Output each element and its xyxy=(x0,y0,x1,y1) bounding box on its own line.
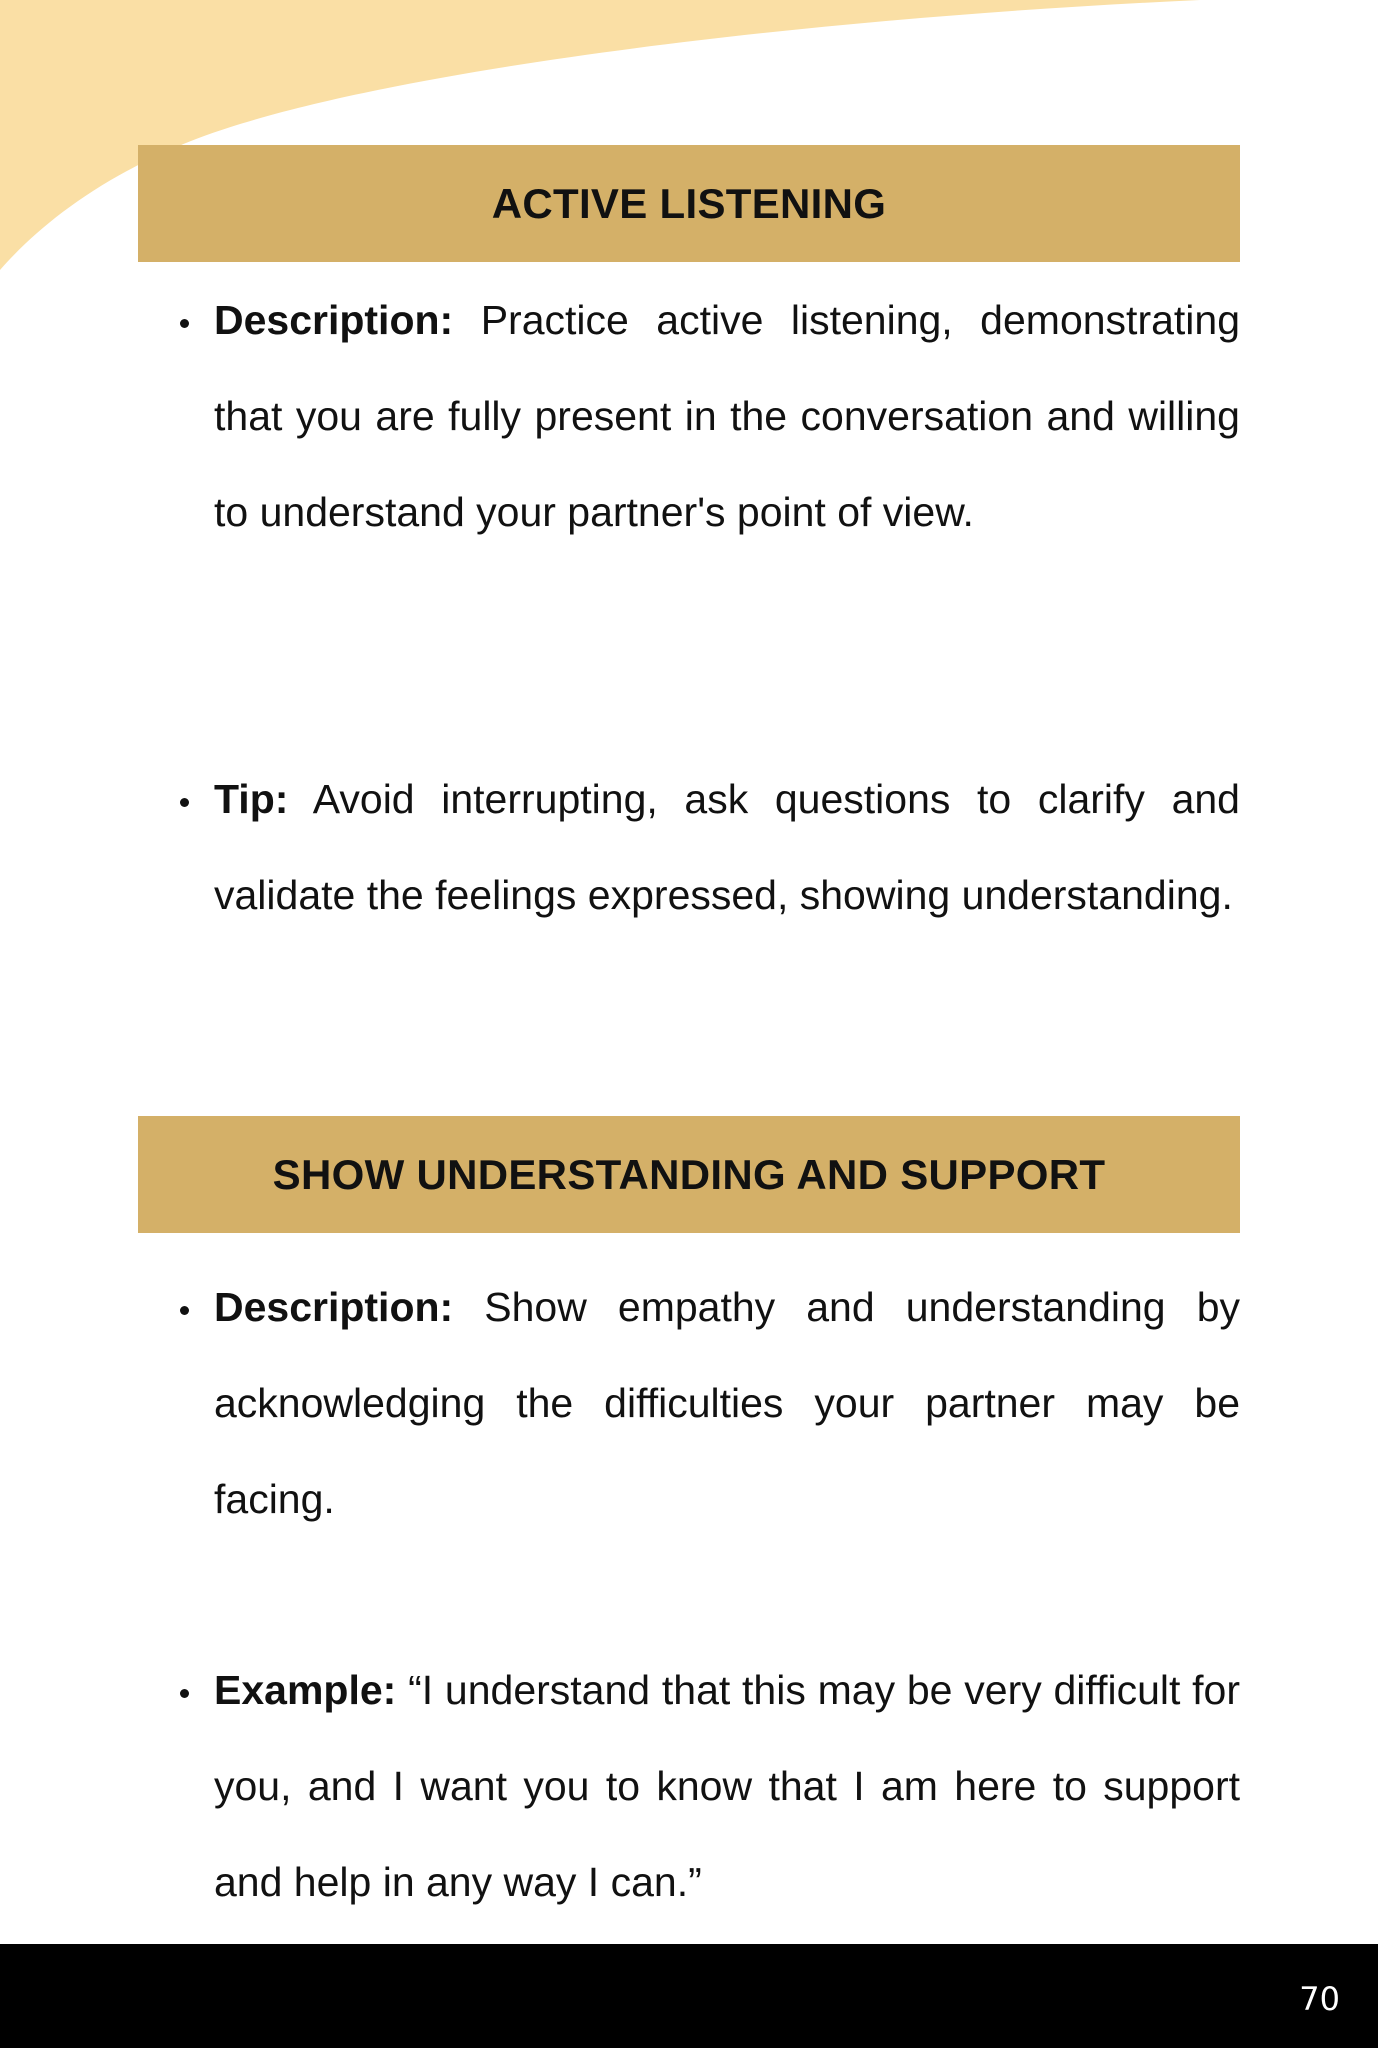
section-header-show-understanding xyxy=(138,1116,1240,1233)
item-text: Show empathy and understanding by acknowledging the difficulties your partner may be facing. xyxy=(214,1284,1240,1522)
list-item-text xyxy=(214,751,1240,943)
item-label: Example: xyxy=(214,1667,397,1713)
section-header-active-listening xyxy=(138,145,1240,262)
section-title: ACTIVE LISTENING xyxy=(491,179,887,227)
page-number: 70 xyxy=(1299,1980,1340,2018)
bullet-dot-icon xyxy=(180,798,189,807)
list-item-text xyxy=(214,1642,1240,1930)
list-item-text xyxy=(214,272,1240,560)
page-footer xyxy=(0,1944,1378,2048)
bullet-dot-icon xyxy=(180,319,189,328)
list-item-example xyxy=(168,1642,1240,1930)
item-label: Description: xyxy=(214,297,454,343)
bullet-dot-icon xyxy=(180,1689,189,1698)
item-label: Description: xyxy=(214,1284,454,1330)
item-text: “I understand that this may be very difficult for you, and I want you to know that I am here to support and help in any way I can.” xyxy=(214,1667,1240,1905)
item-text: Practice active listening, demonstrating that you are fully present in the conversation and willing to understand your partner's point of view. xyxy=(214,297,1240,535)
list-item-text xyxy=(214,1259,1240,1547)
list-item-description xyxy=(168,1259,1240,1547)
bullet-dot-icon xyxy=(180,1306,189,1315)
list-item-description xyxy=(168,272,1240,560)
item-text: Avoid interrupting, ask questions to clarify and validate the feelings expressed, showing understanding. xyxy=(214,776,1240,918)
list-item-tip xyxy=(168,751,1240,943)
section-title: SHOW UNDERSTANDING AND SUPPORT xyxy=(272,1150,1106,1198)
item-label: Tip: xyxy=(214,776,289,822)
